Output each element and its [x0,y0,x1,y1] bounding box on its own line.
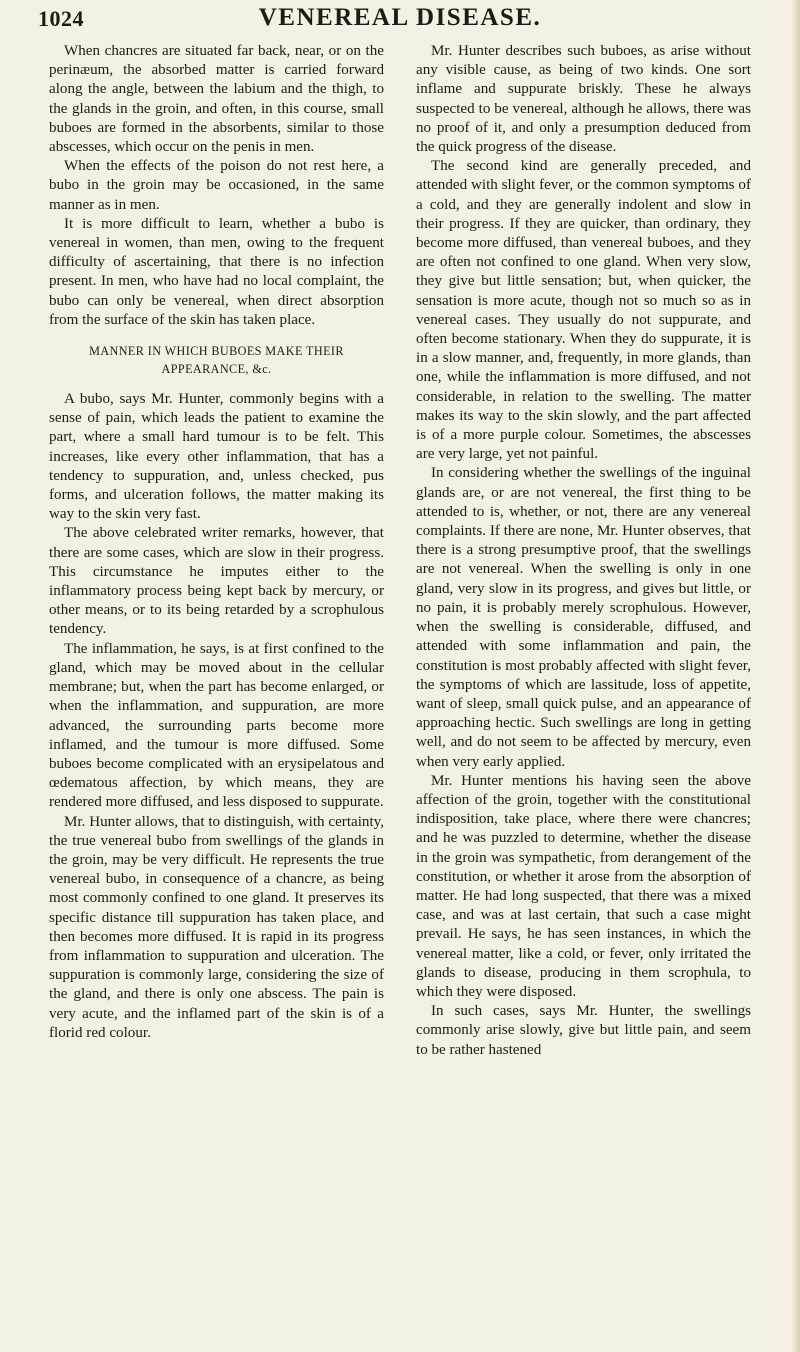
paragraph: When chancres are situated far back, near, or on the perinæum, the absorbed matter is carried forward along the angle, between the labium and the thigh, to the glands in the groin, and often, in this course, small buboes are formed in the absorbents, similar to those abscesses, which occur on the penis in men. [49,43,384,156]
paragraph: Mr. Hunter allows, that to distinguish, with certainty, the true venereal bubo from swellings of the glands in the groin, may be very difficult. He represents the true venereal bubo, in consequence of a chancre, as being most commonly confined to one gland. It preserves its specific distance till suppuration has taken place, and then becomes more diffused. It is rapid in its progress from inflammation to suppuration and ulceration. The suppuration is commonly large, considering the size of the gland, and there is only one abscess. The pain is very acute, and the inflamed part of the skin is of a florid red colour. [49,813,384,1041]
paragraph: The inflammation, he says, is at first confined to the gland, which may be moved about in the cellular membrane; but, when the part has become enlarged, or when the inflammation, and suppuration, are more advanced, the surrounding parts become more inflamed, and the tumour is more diffused. Some buboes become complicated with an erysipelatous and œdematous affection, by which means, they are rendered more diffused, and less disposed to suppurate. [49,640,384,811]
running-head: VENEREAL DISEASE. [258,4,542,31]
paragraph: It is more difficult to learn, whether a bubo is venereal in women, than men, owing to the frequent difficulty of ascertaining, that there is no infection present. In men, who have had no local complaint, the bubo can only be venereal, when direct absorption from the surface of the skin has taken place. [49,215,384,328]
paragraph: In considering whether the swellings of the inguinal glands are, or are not venereal, the first thing to be attended to is, whether, or not, there are any venereal complaints. If there are none, Mr. Hunter observes, that there is a strong presumptive proof, that the swellings are not venereal. When the swelling is only in one gland, very slow in its progress, and gives but little, or no pain, it is probably merely scrophulous. However, when the swelling is considerable, diffused, and attended with some inflammation and pain, the constitution is most probably affected with slight fever, the symptoms of which are lassitude, loss of appetite, want of sleep, small quick pulse, and an appearance of approaching hectic. Such swellings are long in getting well, and do not seem to be affected by mercury, even when very early applied. [416,465,751,770]
page-number: 1024 [38,6,84,31]
page-edge-shadow [791,0,800,1352]
paragraph: When the effects of the poison do not rest here, a bubo in the groin may be occasioned, in the same manner as in men. [49,158,384,213]
paragraph: The above celebrated writer remarks, however, that there are some cases, which are slow in their progress. This circumstance he imputes either to the inflammatory process being kept back by mercury, or other means, or to its being retarded by a scrophulous tendency. [49,525,384,638]
page-header [30,0,770,40]
paragraph: The second kind are generally preceded, and attended with slight fever, or the common symptoms of a cold, and they are generally indolent and slow in their progress. If they are quicker, than ordinary, they become more diffused, than venereal buboes, and they are often not confined to one gland. When very slow, they give but little sensation; but, when quicker, the sensation is more acute, though not so much so as in venereal cases. They usually do not suppurate, and often become stationary. When they do suppurate, it is in a slow manner, and, frequently, in more glands, than one, while the inflammation is more diffused, and not considerable, in relation to the swelling. The matter makes its way to the skin slowly, and the part affected is of a more purple colour. Sometimes, the abscesses are very large, yet not painful. [416,158,751,463]
paragraph: In such cases, says Mr. Hunter, the swellings commonly arise slowly, give but little pain, and seem to be rather hastened [416,1003,751,1058]
section-heading: MANNER IN WHICH BUBOES MAKE THEIR APPEARANCE, &c. [89,344,344,377]
paragraph: Mr. Hunter describes such buboes, as arise without any visible cause, as being of two kinds. One sort inflame and suppurate briskly. These he always suspected to be venereal, although he allows, there was no proof of it, and only a presumption deduced from the quick progress of the disease. [416,43,751,156]
right-column [416,42,751,1060]
paragraph: Mr. Hunter mentions his having seen the above affection of the groin, together with the constitutional indisposition, take place, where there were chancres; and he was puzzled to determine, whether the disease in the groin was sympathetic, from derangement of the constitution, or whether it arose from the absorption of matter. He had long suspected, that there was a mixed case, and was at last certain, that such a case might prevail. He says, he has seen instances, in which the venereal matter, like a cold, or fever, only irritated the glands to disease, producing in them scrophula, to which they were disposed. [416,772,751,1000]
left-column [49,42,384,1043]
paragraph: A bubo, says Mr. Hunter, commonly begins with a sense of pain, which leads the patient to examine the part, where a small hard tumour is to be felt. This increases, like every other inflammation, that has a tendency to suppuration, and, unless checked, pus forms, and ulceration follows, the matter making its way to the skin very fast. [49,391,384,523]
